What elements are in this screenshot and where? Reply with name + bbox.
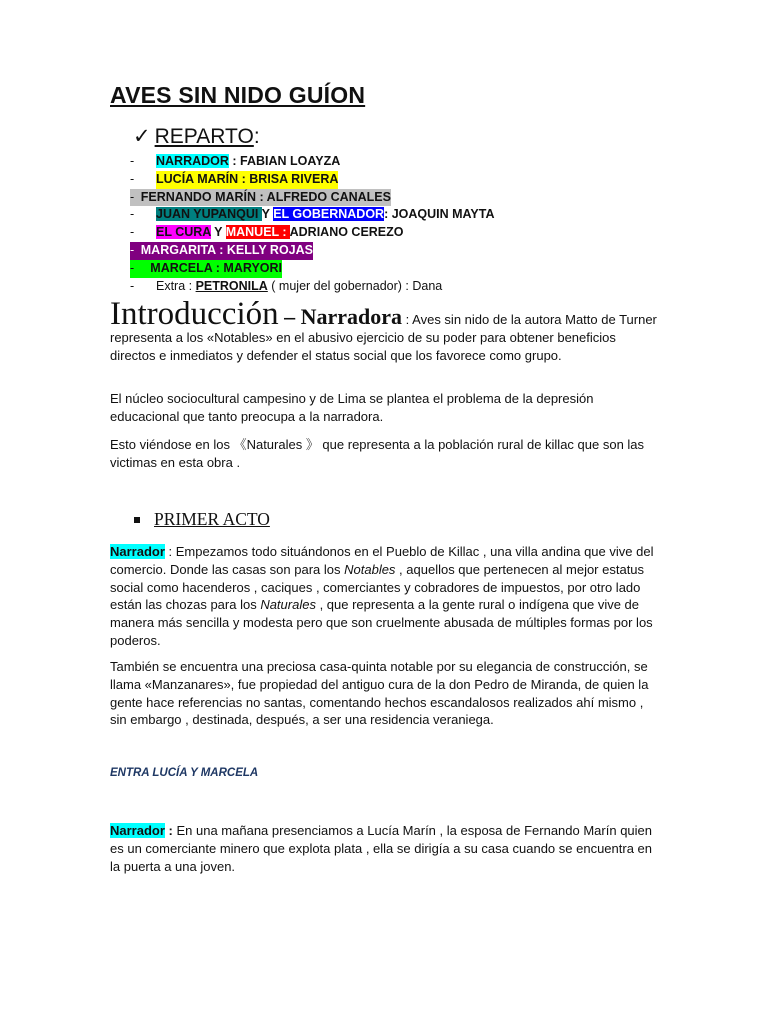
speaker-narrador: Narrador [110, 544, 165, 559]
cast-line: MARGARITA : KELLY ROJAS [140, 242, 313, 257]
intro-paragraph [110, 296, 658, 364]
dash: - [130, 260, 135, 275]
role-juan: JUAN YUPANQUI [156, 207, 262, 222]
speaker-colon: : [164, 823, 173, 838]
role-cura: EL CURA [156, 225, 211, 240]
cast-line: LUCÍA MARÍN : BRISA RIVERA [156, 171, 338, 189]
role-narrador: NARRADOR [156, 154, 229, 168]
square-bullet-icon [134, 517, 140, 523]
cast-item-lucia [130, 171, 495, 189]
dash: - [130, 225, 135, 240]
extra-label: Extra : [156, 278, 196, 293]
role-petronila: PETRONILA [195, 278, 268, 293]
reparto-colon: : [253, 124, 260, 148]
scene-text: , que representa a la gente rural o indígena que vive de manera más sencilla y modesta pero que son cruelmente abusada de múltiples formas por los poderos. [110, 597, 653, 648]
conjunction: Y [210, 225, 226, 240]
scene-text-italic: Notables [344, 561, 396, 577]
cast-item-fernando [130, 189, 391, 207]
actor-name: JOAQUIN MAYTA [391, 207, 495, 222]
role-gobernador: EL GOBERNADOR [273, 207, 385, 222]
scene-text: : Empezamos todo situándonos en el Pueblo de Killac , una villa andina que vive del comercio. Donde las casas son para los [110, 544, 654, 577]
stage-direction: ENTRA LUCÍA Y MARCELA [110, 767, 259, 779]
intro-text: : Aves sin nido de la autora Matto de Turner representa a los «Notables» en el abusivo ejercicio de su poder para obtener beneficios directos e inmediatos y defender el status social que los favorece como grupo. [110, 312, 657, 363]
reparto-label: REPARTO [154, 124, 254, 148]
scene-paragraph-2: También se encuentra una preciosa casa-quinta notable por su elegancia de construcción, se llama «Manzanares», fue propiedad del antiguo cura de la don Pedro de Miranda, de quien la gente hace referencias no santas, comentando hechos escandalosos realizados ahí mismo , sin embargo , destinada, después, a ser una residencia veraniega. [110, 659, 649, 728]
actor-name: FABIAN LOAYZA [240, 154, 341, 168]
scene-text: , aquellos que pertenecen al mejor estatus social como hacenderos , caciques , comerciantes y cobradores de impuestos, por otro lado están las chozas para los [110, 561, 645, 613]
scene-paragraph-3 [110, 822, 658, 875]
document-title: AVES SIN NIDO GUÍON [110, 82, 366, 108]
intro-subheading: – Narradora [278, 304, 403, 329]
dash: - [130, 154, 135, 168]
dash: - [130, 189, 135, 204]
scene-paragraph-1 [110, 543, 658, 650]
extra-detail: ( mujer del gobernador) : Dana [267, 278, 443, 293]
separator: : [228, 154, 241, 168]
scene-text: En una mañana presenciamos a Lucía Marín , la esposa de Fernando Marín quien es un comerciante minero que explota plata , ella se dirigía a su casa cuando se encuentra en la puerta a una joven. [110, 823, 653, 874]
cast-line: FERNANDO MARÍN : ALFREDO CANALES [140, 189, 391, 204]
cast-list [130, 153, 495, 295]
actor-name: ADRIANO CEREZO [289, 225, 404, 240]
separator: : [384, 207, 392, 222]
intro-paragraph-3: Esto viéndose en los 《Naturales 》 que representa a la población rural de killac que son las victimas en esta obra . [110, 437, 645, 470]
dash: - [130, 242, 135, 257]
role-manuel: MANUEL : [225, 225, 290, 240]
intro-paragraph-2: El núcleo sociocultural campesino y de Lima se plantea el problema de la depresión educacional que tanto preocupa a la narradora. [110, 391, 594, 424]
cast-item-margarita [130, 242, 313, 260]
cast-item-marcela [130, 260, 282, 278]
act-heading [134, 509, 270, 530]
cast-item-narrador [130, 153, 495, 171]
dash: - [130, 278, 135, 293]
dash: - [130, 171, 135, 186]
speaker-narrador: Narrador [110, 823, 165, 838]
reparto-heading [133, 124, 260, 149]
checkmark-icon: ✓ [133, 125, 151, 148]
cast-item-juan [130, 206, 495, 224]
cast-item-extra [130, 278, 495, 296]
intro-heading: Introducción [110, 296, 279, 332]
conjunction: Y [261, 207, 274, 222]
dash: - [130, 207, 135, 222]
act-label: PRIMER ACTO [154, 509, 270, 529]
cast-line: MARCELA : MARYORI [150, 260, 282, 275]
cast-item-cura [130, 224, 495, 242]
scene-text-italic: Naturales [260, 597, 316, 613]
